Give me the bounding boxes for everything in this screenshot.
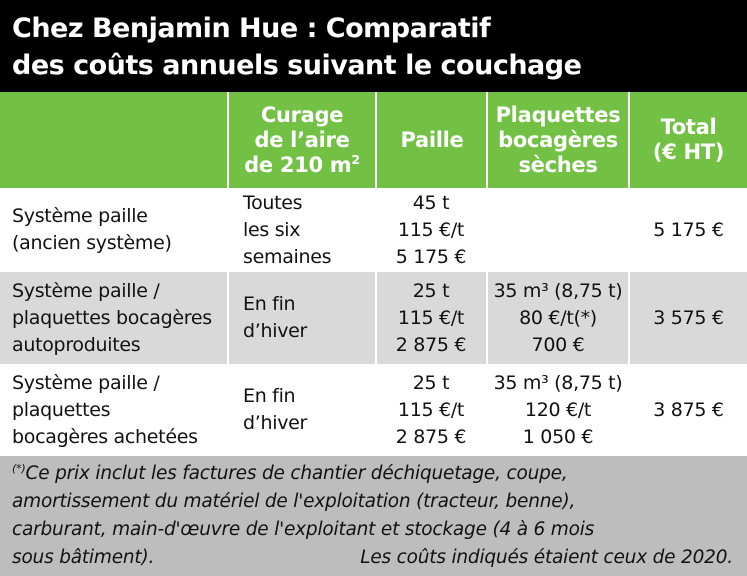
table-row	[0, 364, 747, 456]
row-paille: 45 t 115 €/t 5 175 €	[395, 191, 467, 268]
footnote-mark: (*)	[12, 461, 26, 475]
row-curage: Toutes les six semaines	[243, 191, 332, 268]
footnote-line-2: amortissement du matériel de l'exploitation (tracteur, benne),	[12, 491, 576, 512]
column-divider	[375, 92, 377, 456]
row-plaquettes	[488, 188, 628, 272]
row-total: 5 175 €	[653, 218, 724, 241]
column-divider	[628, 92, 630, 456]
footnote-line-1: Ce prix inclut les factures de chantier déchiquetage, coupe,	[25, 463, 568, 484]
footnote	[0, 456, 747, 576]
table-row	[0, 272, 747, 364]
row-paille: 25 t 115 €/t 2 875 €	[395, 279, 467, 356]
row-curage: En fin d’hiver	[243, 385, 308, 434]
row-curage: En fin d’hiver	[243, 293, 308, 342]
table-header	[0, 92, 747, 188]
header-total: Total (€ HT)	[652, 115, 725, 164]
table-row	[0, 188, 747, 272]
footnote-date-note: Les coûts indiqués étaient ceux de 2020.	[360, 547, 733, 568]
row-label: Système paille / plaquettes bocagères autoproduites	[12, 279, 212, 356]
footnote-line-3: carburant, main-d'œuvre de l'exploitant et stockage (4 à 6 mois	[12, 519, 595, 540]
row-label: Système paille (ancien système)	[12, 205, 172, 254]
row-label: Système paille / plaquettes bocagères achetées	[12, 371, 198, 448]
row-paille: 25 t 115 €/t 2 875 €	[395, 371, 467, 448]
row-plaquettes: 35 m³ (8,75 t) 80 €/t(*) 700 €	[493, 279, 623, 356]
header-paille: Paille	[400, 127, 464, 152]
title-line-2: des coûts annuels suivant le couchage	[12, 50, 582, 81]
row-total: 3 575 €	[653, 306, 724, 329]
column-divider	[227, 92, 229, 456]
row-plaquettes: 35 m³ (8,75 t) 120 €/t 1 050 €	[493, 371, 623, 448]
header-plaquettes: Plaquettes bocagères sèches	[495, 102, 621, 177]
header-curage: Curage de l’aire de 210 $m^2$	[244, 102, 360, 177]
row-total: 3 875 €	[653, 398, 724, 421]
footnote-line-4: sous bâtiment).	[12, 547, 155, 568]
title-line-1: Chez Benjamin Hue : Comparatif	[12, 13, 491, 44]
column-divider	[486, 92, 488, 456]
title-banner	[0, 0, 747, 92]
